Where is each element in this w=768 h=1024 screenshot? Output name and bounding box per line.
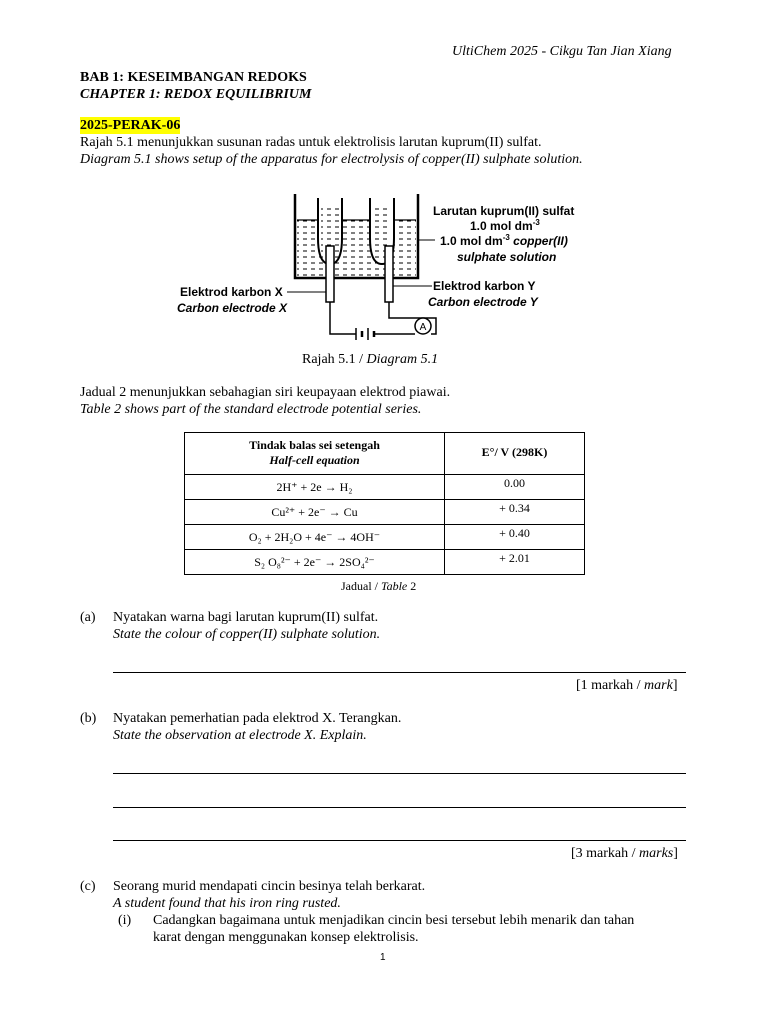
chapter-title-ms: BAB 1: KESEIMBANGAN REDOKS bbox=[80, 70, 307, 85]
part-c-en: A student found that his iron ring rusted. bbox=[113, 896, 341, 911]
table-intro-en: Table 2 shows part of the standard electrode potential series. bbox=[80, 402, 422, 417]
part-a-marks: [1 markah / mark] bbox=[576, 678, 678, 693]
part-b-en: State the observation at electrode X. Explain. bbox=[113, 728, 367, 743]
part-a-label: (a) bbox=[80, 610, 96, 625]
table-row: S₂ O₈²⁻ + 2e⁻ → 2SO₄²⁻ + 2.01 bbox=[185, 550, 585, 575]
part-c-label: (c) bbox=[80, 879, 96, 894]
part-b-marks: [3 markah / marks] bbox=[571, 846, 678, 861]
answer-line[interactable] bbox=[113, 672, 686, 673]
part-c-i-label: (i) bbox=[118, 913, 132, 928]
chapter-title-en: CHAPTER 1: REDOX EQUILIBRIUM bbox=[80, 87, 312, 102]
page-number: 1 bbox=[380, 952, 386, 963]
part-a-ms: Nyatakan warna bagi larutan kuprum(II) sulfat. bbox=[113, 610, 379, 625]
part-c-i-ms-2: karat dengan menggunakan konsep elektrolisis. bbox=[153, 930, 419, 945]
label-electrode-x-en: Carbon electrode X bbox=[177, 301, 288, 315]
question-code: 2025-PERAK-06 bbox=[80, 118, 181, 133]
solution bbox=[297, 220, 416, 276]
part-c-ms: Seorang murid mendapati cincin besinya telah berkarat. bbox=[113, 879, 426, 894]
label-electrode-y-en: Carbon electrode Y bbox=[428, 295, 538, 309]
answer-line[interactable] bbox=[113, 840, 686, 841]
question-intro-en: Diagram 5.1 shows setup of the apparatus for electrolysis of copper(II) sulphate solution. bbox=[80, 152, 583, 167]
electrode-y bbox=[385, 246, 393, 302]
table-header-value: E°/ V (298K) bbox=[445, 433, 585, 475]
label-concentration-en: 1.0 mol $dm^{-3}$ copper(II) bbox=[440, 233, 568, 248]
label-electrode-x-ms: Elektrod karbon X bbox=[180, 285, 283, 299]
diagram-caption: Rajah 5.1 / Diagram 5.1 bbox=[302, 352, 439, 367]
table-intro-ms: Jadual 2 menunjukkan sebahagian siri keupayaan elektrod piawai. bbox=[80, 385, 451, 400]
question-intro-ms: Rajah 5.1 menunjukkan susunan radas untuk elektrolisis larutan kuprum(II) sulfat. bbox=[80, 135, 542, 150]
label-solution-en: sulphate solution bbox=[457, 250, 557, 264]
table-row: O₂ + 2H₂O + 4e⁻ → 4OH⁻ + 0.40 bbox=[185, 525, 585, 550]
label-solution-ms: Larutan kuprum(II) sulfat bbox=[433, 204, 575, 218]
part-c-i-ms-1: Cadangkan bagaimana untuk menjadikan cincin besi tersebut lebih menarik dan tahan bbox=[153, 913, 635, 928]
label-concentration: 1.0 mol $dm^{-3}$ bbox=[470, 218, 540, 233]
table-caption: Jadual / Table 2 bbox=[341, 579, 417, 593]
table-header-equation: Tindak balas sei setengah Half-cell equation bbox=[185, 433, 445, 475]
ammeter-symbol: A bbox=[419, 322, 427, 333]
electrode-potential-table bbox=[184, 432, 585, 575]
table-row: 2H⁺ + 2e → H₂ 0.00 bbox=[185, 475, 585, 500]
part-b-ms: Nyatakan pemerhatian pada elektrod X. Terangkan. bbox=[113, 711, 402, 726]
part-a-en: State the colour of copper(II) sulphate solution. bbox=[113, 627, 381, 642]
electrode-x bbox=[326, 246, 334, 302]
part-b-label: (b) bbox=[80, 711, 97, 726]
label-electrode-y-ms: Elektrod karbon Y bbox=[433, 279, 536, 293]
answer-line[interactable] bbox=[113, 807, 686, 808]
running-title: UltiChem 2025 - Cikgu Tan Jian Xiang bbox=[452, 44, 672, 59]
table-row: Cu²⁺ + 2e⁻ → Cu + 0.34 bbox=[185, 500, 585, 525]
answer-line[interactable] bbox=[113, 773, 686, 774]
